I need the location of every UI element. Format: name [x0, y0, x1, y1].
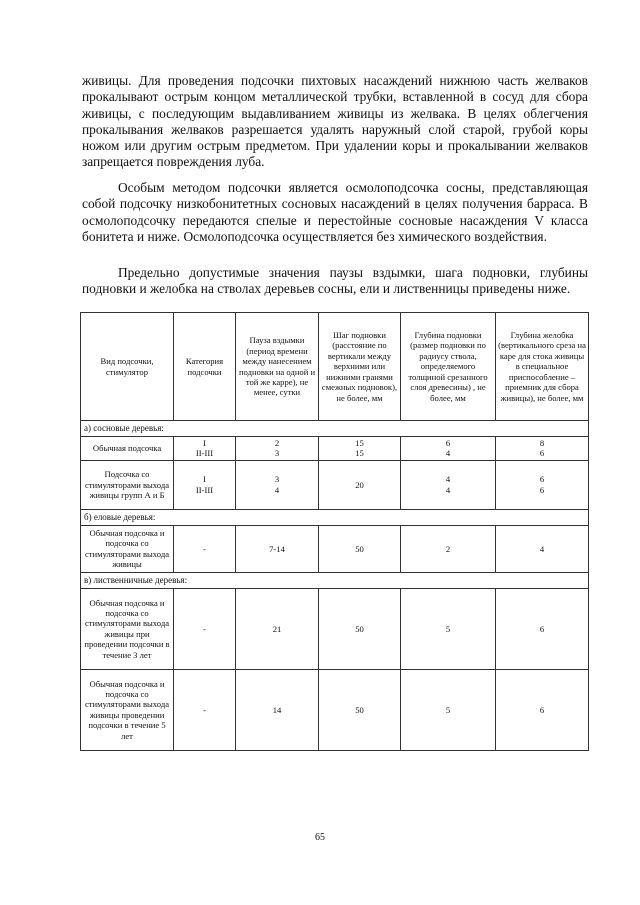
- page-number: 65: [315, 832, 325, 843]
- section-row-spruce: [81, 509, 589, 525]
- table-header-row: [81, 313, 589, 421]
- cell-step: 50: [319, 588, 401, 669]
- table-row: [81, 460, 589, 509]
- header-step: Шаг подновки (расстояние по вертикали между верхними или нижними гранями смежных подновок), не более, мм: [319, 313, 401, 421]
- cell-category: -: [174, 669, 236, 750]
- cell-value: 3: [274, 474, 280, 485]
- cell-step: 50: [319, 525, 401, 572]
- cell-groove: [496, 460, 589, 509]
- cell-value: 8: [539, 438, 545, 448]
- cell-value: 3: [274, 448, 280, 459]
- paragraph-osmolopodsochka: Особым методом подсочки является осмолоподсочка сосны, представляющая собой подсочку низкобонитетных сосновых насаждений в целях получения барраса. В осмолоподсочку передаются спелые и перестойные сосновые насаждения V класса бонитета и ниже. Осмолоподсочка осуществляется без химического воздействия.: [82, 180, 588, 244]
- cell-step: 20: [319, 460, 401, 509]
- cell-value: II-III: [195, 448, 214, 459]
- cell-value: 2: [274, 438, 280, 448]
- cell-value: II-III: [195, 484, 214, 495]
- cell-depth: [401, 460, 496, 509]
- cell-groove: 6: [496, 669, 589, 750]
- cell-step: 50: [319, 669, 401, 750]
- paragraph-table-intro: Предельно допустимые значения паузы вздымки, шага подновки, глубины подновки и желобка на стволах деревьев сосны, ели и лиственницы приведены ниже.: [82, 265, 588, 297]
- cell-type: Подсочка со стимуляторами выхода живицы групп А и Б: [81, 460, 174, 509]
- cell-value: 15: [355, 438, 364, 448]
- section-pine: а) сосновые деревья:: [81, 421, 589, 437]
- cell-type: Обычная подсочка: [81, 437, 174, 461]
- cell-value: I: [203, 438, 206, 448]
- cell-pause: [236, 437, 319, 461]
- cell-pause: 21: [236, 588, 319, 669]
- header-type: Вид подсочки, стимулятор: [81, 313, 174, 421]
- section-spruce: б) еловые деревья:: [81, 509, 589, 525]
- table-row: [81, 588, 589, 669]
- cell-value: 6: [445, 438, 451, 448]
- cell-category: -: [174, 588, 236, 669]
- table-row: [81, 437, 589, 461]
- cell-groove: 6: [496, 588, 589, 669]
- cell-step: [319, 437, 401, 461]
- cell-pause: 7-14: [236, 525, 319, 572]
- cell-pause: 14: [236, 669, 319, 750]
- cell-value: 4: [445, 484, 451, 495]
- paragraph-resin-tapping: живицы. Для проведения подсочки пихтовых насаждений нижнюю часть желваков прокалывают острым концом металлической трубки, вставленной в сосуд для сбора живицы, с последующим выдавливанием живицы из желвака. В целях облегчения прокалывания желваков разрешается удалять наружный слой старой, грубой коры ножом или другим острым предметом. При удалении коры и прокалывании желваков запрещается повреждения луба.: [82, 73, 588, 170]
- cell-type: Обычная подсочка и подсочка со стимуляторами выхода живицы: [81, 525, 174, 572]
- cell-type: Обычная подсочка и подсочка со стимуляторами выхода живицы проведении подсочки в течение 5 лет: [81, 669, 174, 750]
- tapping-limits-table: [80, 312, 589, 751]
- cell-value: 6: [539, 474, 545, 485]
- cell-depth: 5: [401, 669, 496, 750]
- header-groove: Глубина желобка (вертикального среза на каре для стока живицы в специальное приспособление – приемник для сбора живицы), не более, мм: [496, 313, 589, 421]
- cell-value: 4: [274, 484, 280, 495]
- cell-groove: 4: [496, 525, 589, 572]
- header-category: Категория подсочки: [174, 313, 236, 421]
- table-row: [81, 669, 589, 750]
- cell-value: 15: [355, 448, 364, 459]
- section-larch: в) лиственничные деревья:: [81, 572, 589, 588]
- cell-value: 6: [539, 484, 545, 495]
- cell-value: 4: [445, 474, 451, 485]
- cell-category: [174, 460, 236, 509]
- cell-depth: 2: [401, 525, 496, 572]
- header-depth: Глубина подновки (размер подновки по радиусу ствола, определяемого толщиной срезанного слоя древесины) , не более, мм: [401, 313, 496, 421]
- cell-value: 6: [539, 448, 545, 459]
- section-row-larch: [81, 572, 589, 588]
- cell-value: I: [203, 474, 206, 485]
- cell-category: [174, 437, 236, 461]
- cell-groove: [496, 437, 589, 461]
- cell-type: Обычная подсочка и подсочка со стимуляторами выхода живицы при проведении подсочки в течение 3 лет: [81, 588, 174, 669]
- cell-depth: [401, 437, 496, 461]
- table-row: [81, 525, 589, 572]
- cell-pause: [236, 460, 319, 509]
- cell-depth: 5: [401, 588, 496, 669]
- section-row-pine: [81, 421, 589, 437]
- cell-value: 4: [445, 448, 451, 459]
- cell-category: -: [174, 525, 236, 572]
- header-pause: Пауза вздымки (период времени между нанесением подновки на одной и той же карре), не менее, сутки: [236, 313, 319, 421]
